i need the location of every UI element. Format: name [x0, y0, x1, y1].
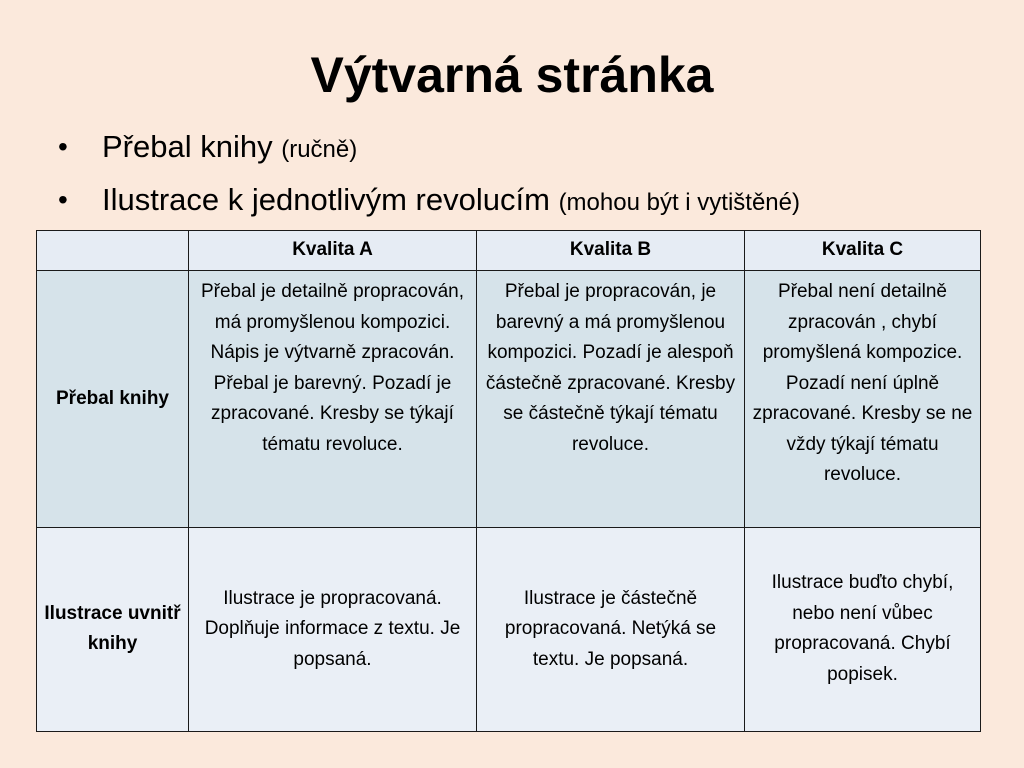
- bullet-text: Přebal knihy: [102, 129, 273, 164]
- table-row: [37, 527, 981, 731]
- table-cell: Ilustrace buďto chybí, nebo není vůbec propracovaná. Chybí popisek.: [745, 527, 981, 731]
- bullet-item: [58, 175, 800, 228]
- table-header-corner: [37, 231, 189, 271]
- table-header-cell: Kvalita C: [745, 231, 981, 271]
- table-cell: Ilustrace je částečně propracovaná. Netýká se textu. Je popsaná.: [477, 527, 745, 731]
- table-header-cell: Kvalita A: [189, 231, 477, 271]
- slide-title: Výtvarná stránka: [310, 47, 714, 103]
- table-cell: Ilustrace je propracovaná. Doplňuje informace z textu. Je popsaná.: [189, 527, 477, 731]
- row-label: Ilustrace uvnitř knihy: [37, 527, 189, 731]
- bullet-note: (mohou být i vytištěné): [558, 189, 800, 216]
- table-row: [37, 271, 981, 528]
- table-cell: Přebal je propracován, je barevný a má promyšlenou kompozici. Pozadí je alespoň částečně zpracované. Kresby se částečně týkají tématu revoluce.: [477, 271, 745, 528]
- bullet-dot-icon: •: [58, 131, 68, 162]
- table-header-row: [37, 231, 981, 271]
- bullet-item: [58, 122, 800, 175]
- bullet-dot-icon: •: [58, 184, 68, 215]
- table-cell: Přebal není detailně zpracován , chybí promyšlená kompozice. Pozadí není úplně zpracované. Kresby se ne vždy týkají tématu revoluce.: [745, 271, 981, 528]
- table-header-cell: Kvalita B: [477, 231, 745, 271]
- row-label: Přebal knihy: [37, 271, 189, 528]
- bullet-note: (ručně): [281, 136, 358, 163]
- rubric-table: [36, 230, 981, 732]
- bullet-list: [58, 122, 800, 228]
- table-cell: Přebal je detailně propracován, má promyšlenou kompozici. Nápis je výtvarně zpracován. Přebal je barevný. Pozadí je zpracované. Kresby se týkají tématu revoluce.: [189, 271, 477, 528]
- bullet-text: Ilustrace k jednotlivým revolucím: [102, 182, 550, 217]
